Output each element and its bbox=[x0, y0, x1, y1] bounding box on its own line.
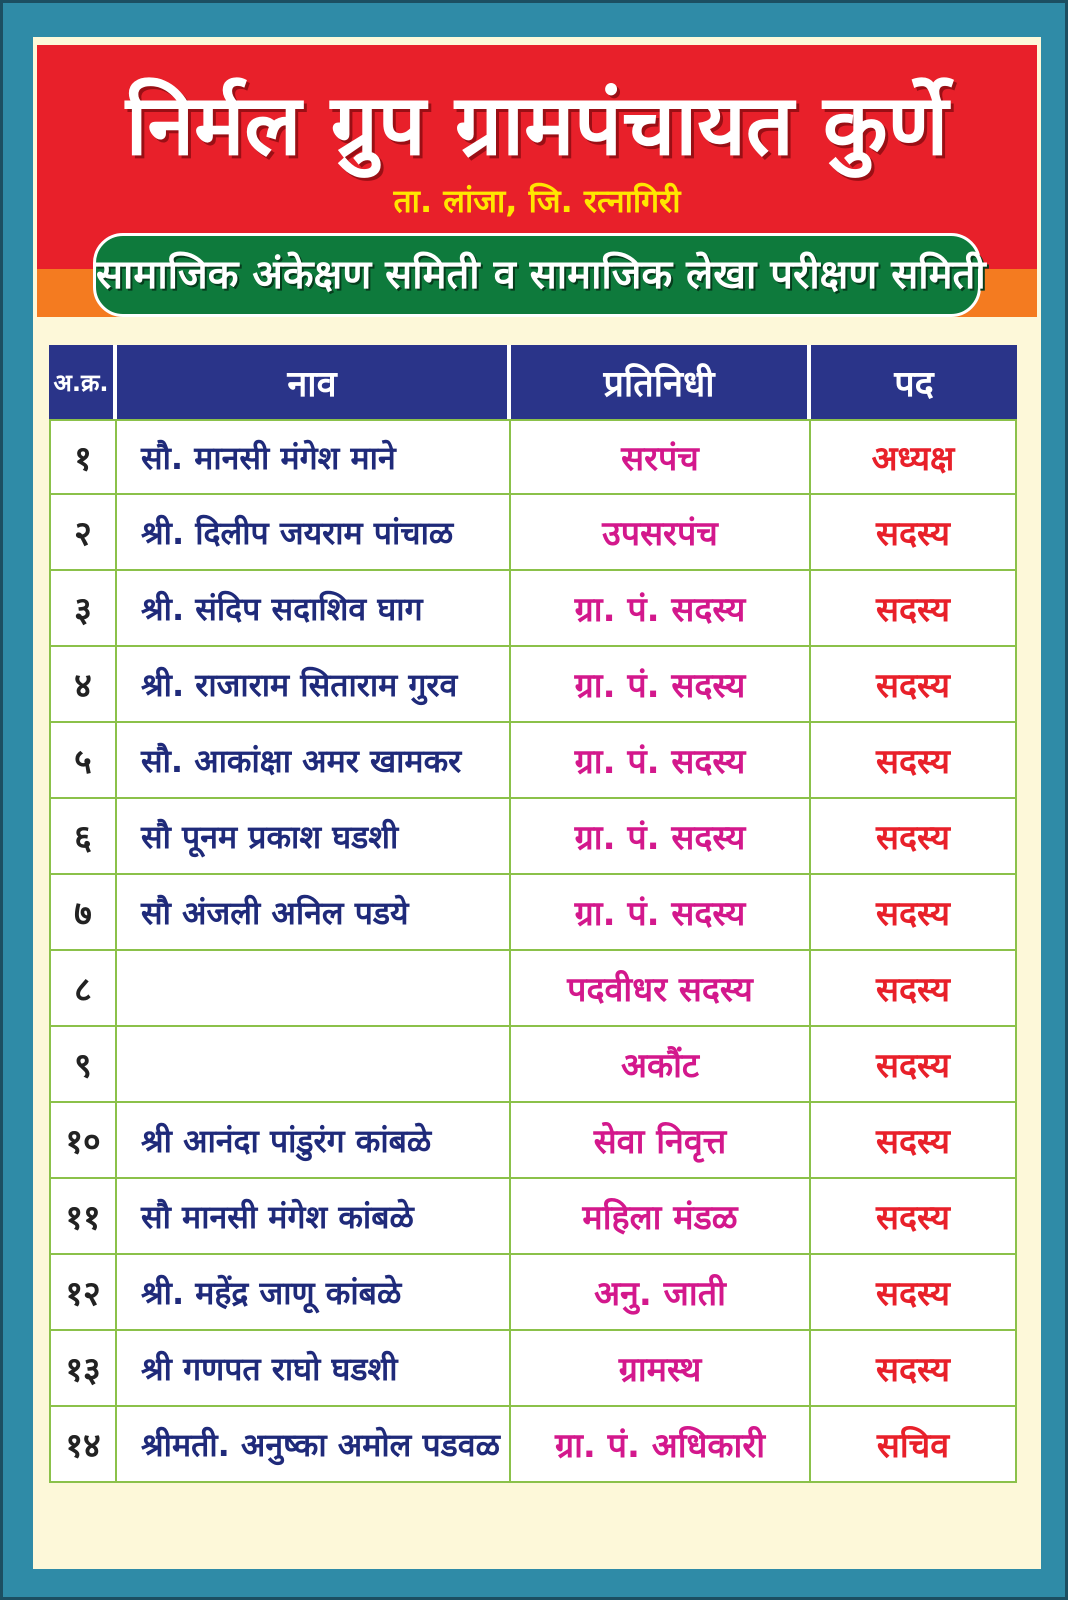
post-cell: सदस्य bbox=[811, 1331, 1017, 1407]
serial-cell: १० bbox=[49, 1103, 117, 1179]
table-row bbox=[49, 419, 1017, 495]
serial-cell: ४ bbox=[49, 647, 117, 723]
table-row bbox=[49, 647, 1017, 723]
representative-cell: पदवीधर सदस्य bbox=[511, 951, 811, 1027]
post-cell: सदस्य bbox=[811, 1255, 1017, 1331]
representative-cell: ग्रा. पं. सदस्य bbox=[511, 647, 811, 723]
table-body bbox=[49, 419, 1017, 1483]
representative-cell: अकौंट bbox=[511, 1027, 811, 1103]
header-representative: प्रतिनिधी bbox=[511, 345, 811, 419]
serial-cell: १२ bbox=[49, 1255, 117, 1331]
name-cell bbox=[117, 951, 511, 1027]
serial-cell: १४ bbox=[49, 1407, 117, 1483]
serial-cell: ६ bbox=[49, 799, 117, 875]
page-title: निर्मल ग्रुप ग्रामपंचायत कुर्णे bbox=[125, 76, 949, 174]
representative-cell: ग्रामस्थ bbox=[511, 1331, 811, 1407]
representative-cell: सेवा निवृत्त bbox=[511, 1103, 811, 1179]
name-cell: श्री. संदिप सदाशिव घाग bbox=[117, 571, 511, 647]
name-cell bbox=[117, 1027, 511, 1103]
post-cell: सदस्य bbox=[811, 1027, 1017, 1103]
post-cell: सदस्य bbox=[811, 495, 1017, 571]
header-post: पद bbox=[811, 345, 1017, 419]
committee-banner-text: सामाजिक अंकेक्षण समिती व सामाजिक लेखा परीक्षण समिती bbox=[96, 252, 986, 298]
representative-cell: उपसरपंच bbox=[511, 495, 811, 571]
table-row bbox=[49, 1103, 1017, 1179]
post-cell: सदस्य bbox=[811, 1179, 1017, 1255]
committee-banner bbox=[93, 233, 986, 317]
poster-board bbox=[33, 37, 1041, 1569]
serial-cell: २ bbox=[49, 495, 117, 571]
post-cell: सदस्य bbox=[811, 647, 1017, 723]
serial-cell: ९ bbox=[49, 1027, 117, 1103]
name-cell: सौ. मानसी मंगेश माने bbox=[117, 419, 511, 495]
name-cell: सौ अंजली अनिल पडये bbox=[117, 875, 511, 951]
post-cell: सदस्य bbox=[811, 1103, 1017, 1179]
post-cell: सचिव bbox=[811, 1407, 1017, 1483]
serial-cell: ३ bbox=[49, 571, 117, 647]
name-cell: सौ. आकांक्षा अमर खामकर bbox=[117, 723, 511, 799]
name-cell: श्री. दिलीप जयराम पांचाळ bbox=[117, 495, 511, 571]
table-row bbox=[49, 723, 1017, 799]
representative-cell: ग्रा. पं. सदस्य bbox=[511, 799, 811, 875]
table-row bbox=[49, 1255, 1017, 1331]
serial-cell: ७ bbox=[49, 875, 117, 951]
representative-cell: ग्रा. पं. सदस्य bbox=[511, 571, 811, 647]
representative-cell: ग्रा. पं. सदस्य bbox=[511, 723, 811, 799]
table-row bbox=[49, 571, 1017, 647]
table-row bbox=[49, 951, 1017, 1027]
table-row bbox=[49, 1407, 1017, 1483]
post-cell: सदस्य bbox=[811, 571, 1017, 647]
serial-cell: ११ bbox=[49, 1179, 117, 1255]
representative-cell: महिला मंडळ bbox=[511, 1179, 811, 1255]
name-cell: श्री गणपत राघो घडशी bbox=[117, 1331, 511, 1407]
table-row bbox=[49, 1179, 1017, 1255]
table-row bbox=[49, 1027, 1017, 1103]
representative-cell: ग्रा. पं. सदस्य bbox=[511, 875, 811, 951]
representative-cell: सरपंच bbox=[511, 419, 811, 495]
header-name: नाव bbox=[117, 345, 511, 419]
serial-cell: १३ bbox=[49, 1331, 117, 1407]
serial-cell: १ bbox=[49, 419, 117, 495]
representative-cell: ग्रा. पं. अधिकारी bbox=[511, 1407, 811, 1483]
name-cell: श्री. राजाराम सिताराम गुरव bbox=[117, 647, 511, 723]
representative-cell: अनु. जाती bbox=[511, 1255, 811, 1331]
serial-cell: ५ bbox=[49, 723, 117, 799]
name-cell: श्री. महेंद्र जाणू कांबळे bbox=[117, 1255, 511, 1331]
table-row bbox=[49, 875, 1017, 951]
post-cell: सदस्य bbox=[811, 723, 1017, 799]
table-row bbox=[49, 799, 1017, 875]
members-table bbox=[49, 345, 1017, 1483]
name-cell: सौ मानसी मंगेश कांबळे bbox=[117, 1179, 511, 1255]
table-row bbox=[49, 495, 1017, 571]
table-header-row bbox=[49, 345, 1017, 419]
header-serial: अ.क्र. bbox=[49, 345, 117, 419]
post-cell: अध्यक्ष bbox=[811, 419, 1017, 495]
post-cell: सदस्य bbox=[811, 799, 1017, 875]
name-cell: श्री आनंदा पांडुरंग कांबळे bbox=[117, 1103, 511, 1179]
name-cell: सौ पूनम प्रकाश घडशी bbox=[117, 799, 511, 875]
table-row bbox=[49, 1331, 1017, 1407]
post-cell: सदस्य bbox=[811, 875, 1017, 951]
name-cell: श्रीमती. अनुष्का अमोल पडवळ bbox=[117, 1407, 511, 1483]
page-subtitle: ता. लांजा, जि. रत्नागिरी bbox=[393, 182, 681, 220]
post-cell: सदस्य bbox=[811, 951, 1017, 1027]
serial-cell: ८ bbox=[49, 951, 117, 1027]
